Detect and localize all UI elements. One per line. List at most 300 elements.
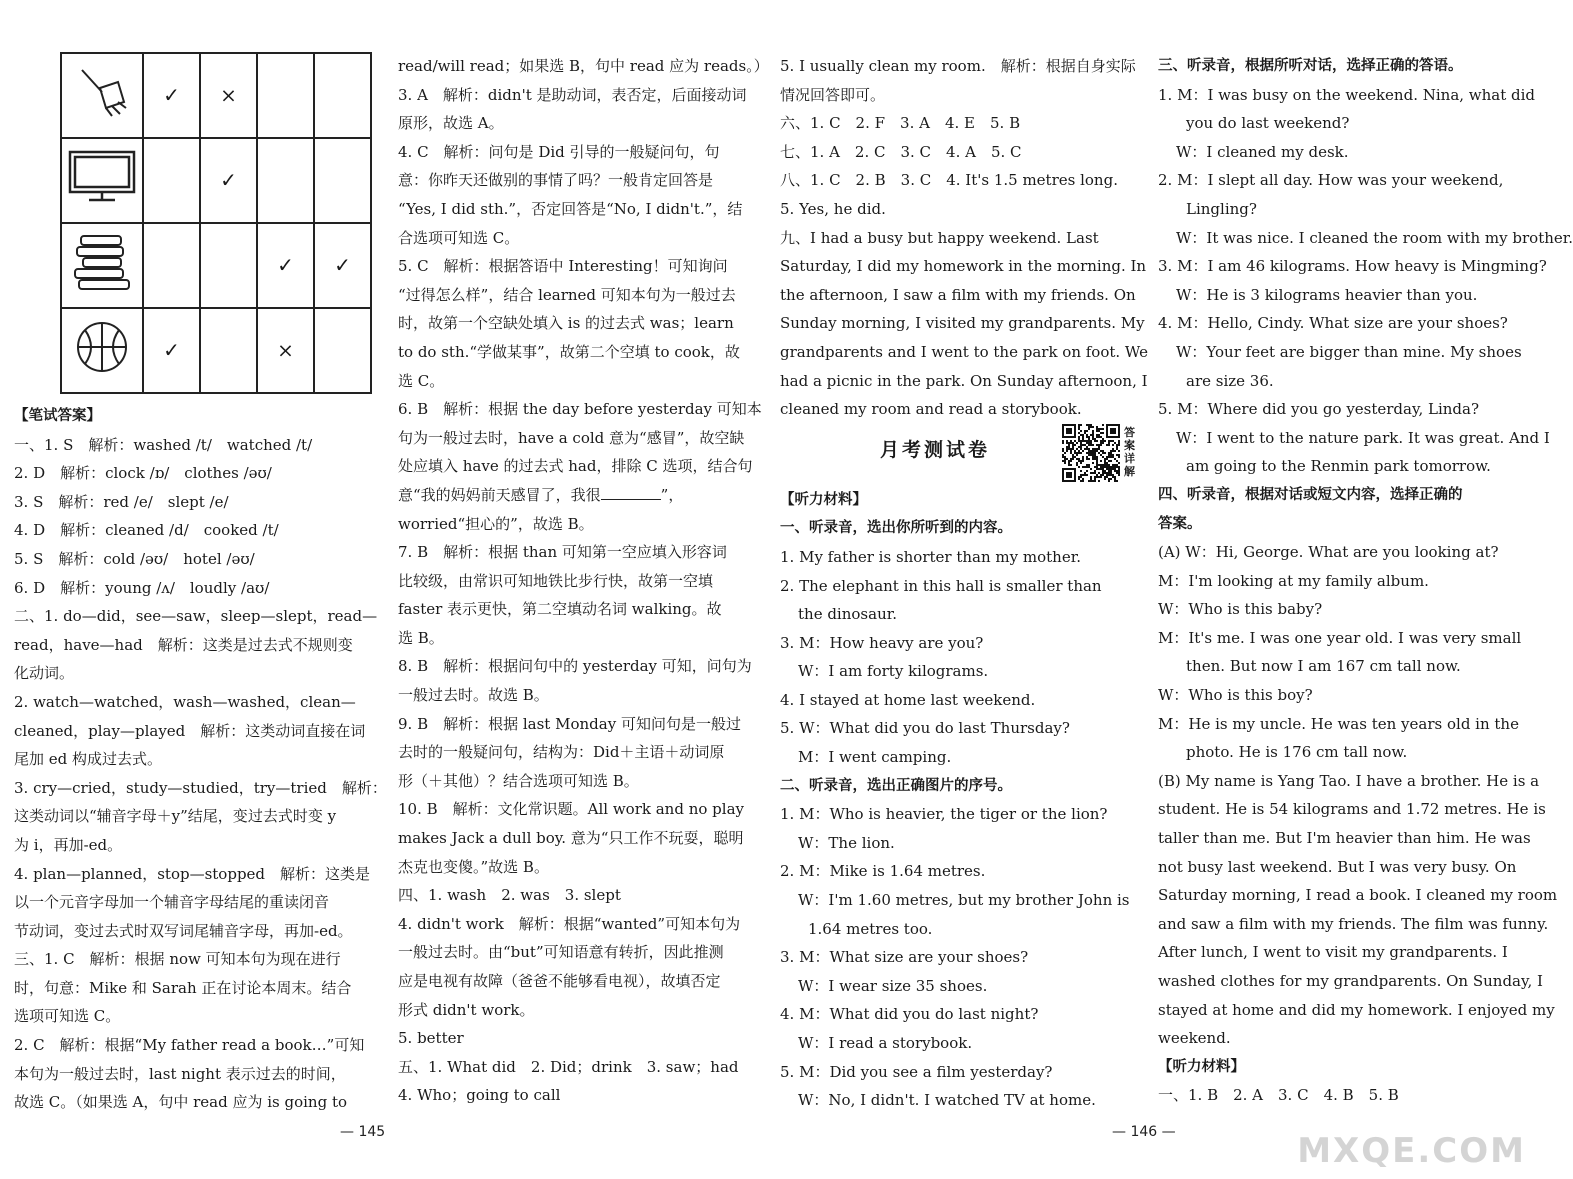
text-line xyxy=(780,1058,1144,1087)
text-line-content: M：He is my uncle. He was ten years old in the xyxy=(1158,714,1519,733)
text-line xyxy=(1158,195,1524,224)
grid-cell xyxy=(314,53,371,138)
text-line-content: worried“担心的”，故选 B。 xyxy=(398,514,594,533)
text-line-content: 9. B 解析：根据 last Monday 可知问句是一般过 xyxy=(398,714,741,733)
text-line-content: 二、听录音，选出正确图片的序号。 xyxy=(780,777,1012,794)
text-line xyxy=(1158,424,1550,453)
text-line xyxy=(14,659,380,688)
text-line xyxy=(1158,538,1524,567)
text-line-content: the afternoon, I saw a film with my friends. On xyxy=(780,285,1136,304)
text-line-content: 应是电视有故障（爸爸不能够看电视），故填否定 xyxy=(398,972,721,990)
text-line xyxy=(14,802,380,831)
text-line xyxy=(398,567,762,596)
grid-cell: ✓ xyxy=(200,138,257,223)
text-line xyxy=(1158,567,1524,596)
text-line-content: 8. B 解析：根据问句中的 yesterday 可知，问句为 xyxy=(398,657,752,676)
month-test-header xyxy=(780,424,1144,486)
grid-row xyxy=(61,223,371,308)
text-line xyxy=(780,81,1144,110)
text-line xyxy=(398,309,762,338)
text-line xyxy=(398,367,762,396)
text-line xyxy=(780,543,1144,572)
text-line-content: 杰克也变傻。”故选 B。 xyxy=(398,857,549,876)
text-line xyxy=(1158,938,1524,967)
text-line xyxy=(398,853,762,882)
text-line xyxy=(14,516,380,545)
text-line xyxy=(14,945,380,974)
text-line xyxy=(398,424,762,453)
text-line-content: to do sth.“学做某事”，故第二个空填 to cook，故 xyxy=(398,342,740,361)
text-line-content: 1. M：Who is heavier, the tiger or the lion? xyxy=(780,805,1108,824)
text-line-content: 选项可知选 C。 xyxy=(14,1007,121,1026)
column-3 xyxy=(780,52,1149,1125)
text-line-content: weekend. xyxy=(1158,1029,1231,1048)
text-line xyxy=(780,52,1144,81)
text-line-content: 本句为一般过去时，last night 表示过去的时间， xyxy=(14,1064,346,1083)
text-line-content: 2. C 解析：根据“My father read a book…”可知 xyxy=(14,1036,365,1055)
text-line-content: W：I read a storybook. xyxy=(798,1034,973,1052)
text-line xyxy=(780,1000,1144,1029)
text-line xyxy=(780,1029,1144,1058)
text-line-content: 原形，故选 A。 xyxy=(398,114,504,133)
text-line-content: W：He is 3 kilograms heavier than you. xyxy=(1176,285,1478,304)
text-line xyxy=(1158,652,1524,681)
qr-code-icon xyxy=(1062,424,1120,482)
text-line xyxy=(14,602,380,631)
text-line xyxy=(780,829,1144,858)
text-line-content: 形式 didn't work。 xyxy=(398,1000,535,1019)
grid-row xyxy=(61,138,371,223)
text-line xyxy=(1158,738,1524,767)
text-line-content: 一、1. B 2. A 3. C 4. B 5. B xyxy=(1158,1086,1399,1105)
grid-cell xyxy=(257,53,314,138)
text-line-content: 4. D 解析：cleaned /d/ cooked /t/ xyxy=(14,521,279,540)
text-line xyxy=(398,967,762,996)
text-line-content: 6. D 解析：young /ʌ/ loudly /aʊ/ xyxy=(14,578,270,597)
text-line xyxy=(14,1088,380,1117)
text-line-content: 五、1. What did 2. Did；drink 3. saw；had xyxy=(398,1057,739,1076)
text-line xyxy=(398,710,762,739)
text-line-content: 3. M：What size are your shoes? xyxy=(780,948,1029,967)
text-line xyxy=(14,631,380,660)
text-line xyxy=(398,881,762,910)
text-line xyxy=(14,459,380,488)
text-line xyxy=(398,538,762,567)
text-line-content: M：It's me. I was one year old. I was very small xyxy=(1158,628,1522,647)
text-line xyxy=(398,452,762,481)
watermark: MXQE.COM xyxy=(1297,1131,1526,1171)
text-line xyxy=(1158,795,1546,824)
text-line xyxy=(14,488,380,517)
text-line xyxy=(398,224,762,253)
text-line xyxy=(14,774,387,803)
text-line-content: 节动词，变过去式时双写词尾辅音字母，再加-ed。 xyxy=(14,921,353,940)
text-line xyxy=(780,886,1144,915)
text-line xyxy=(780,1086,1144,1115)
text-line xyxy=(780,972,1144,1001)
text-line-content: 6. B 解析：根据 the day before yesterday 可知本 xyxy=(398,400,762,419)
text-line-content: read/will read；如果选 B，句中 read 应为 reads。） xyxy=(398,57,769,75)
text-line-content: read，have—had 解析：这类是过去式不规则变 xyxy=(14,635,353,654)
text-line xyxy=(780,367,1148,396)
text-line xyxy=(14,831,380,860)
text-line-content: 4. M：What did you do last night? xyxy=(780,1005,1039,1024)
text-line-content: 情况回答即可。 xyxy=(780,85,886,104)
grid-cell: ✓ xyxy=(314,223,371,308)
text-line xyxy=(398,195,762,224)
text-line xyxy=(780,915,1144,944)
grid-cell xyxy=(143,223,200,308)
text-line xyxy=(14,1060,380,1089)
text-line xyxy=(780,338,1149,367)
books-icon xyxy=(61,223,143,308)
text-line-content: are size 36. xyxy=(1186,371,1274,390)
text-line-content: 这类动词以“辅音字母＋y”结尾，变过去式时变 y xyxy=(14,807,337,826)
grid-cell xyxy=(143,138,200,223)
text-line-content: 1.64 metres too. xyxy=(808,919,933,938)
text-line-content: 一、1. S 解析：washed /t/ watched /t/ xyxy=(14,435,313,454)
text-line xyxy=(1158,138,1524,167)
text-line xyxy=(398,938,762,967)
text-line xyxy=(780,166,1144,195)
month-test-title: 月考测试卷 xyxy=(880,438,991,461)
text-line-content: W：I went to the nature park. It was great. And I xyxy=(1176,428,1550,447)
text-line-content: 4. M：Hello, Cindy. What size are your shoes? xyxy=(1158,314,1508,333)
grid-cell: × xyxy=(200,53,257,138)
text-line xyxy=(1158,681,1524,710)
text-line xyxy=(398,767,762,796)
text-line xyxy=(14,574,380,603)
text-line xyxy=(1158,910,1549,939)
text-line xyxy=(14,860,380,889)
text-line-content: 5. Yes, he did. xyxy=(780,199,886,218)
text-line xyxy=(14,1002,380,1031)
text-line-content: 1. M：I was busy on the weekend. Nina, what did xyxy=(1158,85,1536,104)
text-line xyxy=(398,738,762,767)
text-line-content: M：I went camping. xyxy=(798,748,952,767)
text-line xyxy=(14,431,380,460)
text-line-content: 一、听录音，选出你所听到的内容。 xyxy=(780,520,1012,537)
grid-cell: ✓ xyxy=(143,53,200,138)
text-line xyxy=(398,166,762,195)
text-line-content: the dinosaur. xyxy=(798,605,898,624)
text-line-content: W：I wear size 35 shoes. xyxy=(798,976,988,995)
text-line-content: you do last weekend? xyxy=(1186,114,1350,133)
qr-caption: 答案详解 xyxy=(1124,425,1135,478)
text-line xyxy=(780,943,1144,972)
text-line xyxy=(780,629,1144,658)
text-line xyxy=(398,795,762,824)
text-line xyxy=(1158,367,1524,396)
text-line xyxy=(780,486,1144,515)
text-line xyxy=(780,514,1144,543)
text-line-content: 比较级，由常识可知地铁比步行快，故第一空填 xyxy=(398,571,714,590)
text-line-content: student. He is 54 kilograms and 1.72 metres. He is xyxy=(1158,800,1546,819)
tick-grid xyxy=(60,52,372,394)
text-line-content: 合选项可知选 C。 xyxy=(398,228,520,247)
page-number-left: — 145 xyxy=(340,1124,386,1140)
text-line-content: 1. My father is shorter than my mother. xyxy=(780,547,1081,566)
text-line xyxy=(1158,824,1531,853)
text-line xyxy=(780,109,1144,138)
text-line-content: cleaned，play—played 解析：这类动词直接在词 xyxy=(14,721,366,740)
grid-row xyxy=(61,308,371,393)
text-line xyxy=(1158,996,1555,1025)
text-line xyxy=(398,510,762,539)
text-line-content: 八、1. C 2. B 3. C 4. It's 1.5 metres long. xyxy=(780,171,1118,190)
text-line-content: (B) My name is Yang Tao. I have a brother. He is a xyxy=(1158,771,1540,790)
text-line-content: 为 i，再加-ed。 xyxy=(14,835,123,854)
text-line-content: 化动词。 xyxy=(14,664,75,683)
text-line-content: W：Who is this baby? xyxy=(1158,600,1323,619)
text-line-content: 10. B 解析：文化常识题。All work and no play xyxy=(398,800,744,819)
grid-cell: ✓ xyxy=(257,223,314,308)
text-line-content: W：No, I didn't. I watched TV at home. xyxy=(798,1091,1096,1110)
text-line xyxy=(1158,81,1536,110)
text-line xyxy=(1158,338,1524,367)
text-line xyxy=(780,857,1144,886)
text-line-content: makes Jack a dull boy. 意为“只工作不玩耍，聪明 xyxy=(398,829,744,848)
text-line-content: 尾加 ed 构成过去式。 xyxy=(14,750,163,769)
text-line xyxy=(398,1024,762,1053)
text-line xyxy=(398,138,762,167)
text-line xyxy=(1158,510,1524,539)
text-line-content: 二、1. do—did，see—saw，sleep—slept，read— xyxy=(14,607,378,626)
text-line-content: faster 表示更快，第二空填动名词 walking。故 xyxy=(398,600,722,619)
text-line-content: 形（＋其他）？结合选项可知选 B。 xyxy=(398,771,639,790)
text-line xyxy=(780,743,1144,772)
text-line-content: W：Who is this boy? xyxy=(1158,686,1313,705)
text-line-content: After lunch, I went to visit my grandparents. I xyxy=(1158,943,1508,962)
text-line xyxy=(1158,166,1524,195)
text-line xyxy=(1158,967,1543,996)
text-line xyxy=(1158,309,1524,338)
text-line xyxy=(1158,1081,1524,1110)
text-line-content: 【听力材料】 xyxy=(780,491,867,508)
text-line-content: W：I cleaned my desk. xyxy=(1176,142,1349,161)
text-line-content: then. But now I am 167 cm tall now. xyxy=(1186,657,1461,676)
text-line xyxy=(1158,767,1540,796)
text-line-content: Saturday, I did my homework in the morning. In xyxy=(780,257,1147,276)
text-line xyxy=(1158,881,1558,910)
text-line-content: photo. He is 176 cm tall now. xyxy=(1186,743,1408,762)
text-line-content: and saw a film with my friends. The film was funny. xyxy=(1158,914,1549,933)
text-line-content: 意：你昨天还做别的事情了吗？一般肯定回答是 xyxy=(398,171,714,190)
text-line xyxy=(1158,624,1524,653)
text-line-content: 3. M：I am 46 kilograms. How heavy is Mingming? xyxy=(1158,257,1547,276)
text-line-content: 时，故第一个空缺处填入 is 的过去式 was；learn xyxy=(398,314,734,333)
text-line xyxy=(14,974,380,1003)
text-line xyxy=(398,252,762,281)
text-line-content: 一般过去时。故选 B。 xyxy=(398,686,549,705)
text-line xyxy=(1158,481,1524,510)
text-line xyxy=(780,686,1144,715)
text-line-content: W：It was nice. I cleaned the room with my brother. xyxy=(1176,228,1573,247)
text-line-content: Sunday morning, I visited my grandparents. My xyxy=(780,314,1145,333)
answer-lines-3a xyxy=(780,52,1149,424)
text-line xyxy=(1158,595,1524,624)
text-line-content: 九、I had a busy but happy weekend. Last xyxy=(780,228,1099,247)
text-line-content: 句为一般过去时，have a cold 意为“感冒”，故空缺 xyxy=(398,428,745,447)
fill-blank xyxy=(601,499,661,500)
tv-icon xyxy=(61,138,143,223)
text-line-content: W：I am forty kilograms. xyxy=(798,662,989,681)
text-line-content: 4. C 解析：问句是 Did 引导的一般疑问句，句 xyxy=(398,142,720,161)
text-line-content: 三、1. C 解析：根据 now 可知本句为现在进行 xyxy=(14,950,341,969)
text-line xyxy=(1158,224,1573,253)
text-line xyxy=(780,657,1144,686)
text-line-content: 选 B。 xyxy=(398,628,444,647)
grid-cell xyxy=(257,138,314,223)
text-line-content: 4. I stayed at home last weekend. xyxy=(780,690,1036,709)
grid-cell xyxy=(314,138,371,223)
text-line-content: 一般过去时。由“but”可知语意有转折，因此推测 xyxy=(398,943,724,962)
text-line xyxy=(780,772,1144,801)
text-line xyxy=(1158,1053,1524,1082)
text-line-content: taller than me. But I'm heavier than him. He was xyxy=(1158,829,1531,848)
text-line-content: Lingling? xyxy=(1186,199,1257,218)
text-line-content: grandparents and I went to the park on foot. We xyxy=(780,342,1149,361)
column-2 xyxy=(398,52,769,1125)
text-line-content: 5. I usually clean my room. 解析：根据自身实际 xyxy=(780,57,1136,75)
text-line xyxy=(780,800,1144,829)
text-line-content: 5. M：Did you see a film yesterday? xyxy=(780,1062,1053,1081)
text-line xyxy=(1158,853,1524,882)
text-line xyxy=(780,600,1144,629)
text-line-content: 意“我的妈妈前天感冒了，我很 xyxy=(398,485,601,504)
text-line-content: 故选 C。（如果选 A，句中 read 应为 is going to xyxy=(14,1093,348,1112)
text-line-content: 以一个元音字母加一个辅音字母结尾的重读闭音 xyxy=(14,893,330,912)
column-1 xyxy=(14,52,387,1125)
text-line-content: 4. Who；going to call xyxy=(398,1086,561,1105)
text-line xyxy=(14,745,380,774)
text-line-content: 去时的一般疑问句，结构为：Did＋主语＋动词原 xyxy=(398,743,725,762)
answer-lines-2 xyxy=(398,52,769,1110)
text-line xyxy=(1158,281,1524,310)
broom-icon xyxy=(61,53,143,138)
text-line-content: “Yes, I did sth.”，否定回答是“No, I didn't.”，结 xyxy=(398,199,743,218)
text-line-content: 2. D 解析：clock /ɒ/ clothes /əʊ/ xyxy=(14,464,272,483)
grid-cell xyxy=(200,308,257,393)
basketball-icon xyxy=(61,308,143,393)
text-line-content: (A) W：Hi, George. What are you looking at? xyxy=(1158,543,1499,562)
text-line xyxy=(398,52,769,81)
text-line-content: W：Your feet are bigger than mine. My shoes xyxy=(1176,342,1522,361)
text-line xyxy=(780,309,1144,338)
text-line xyxy=(398,109,762,138)
text-line-content: 7. B 解析：根据 than 可知第一空应填入形容词 xyxy=(398,543,727,562)
text-line-content: 答案。 xyxy=(1158,515,1202,532)
text-line xyxy=(780,195,1144,224)
text-line xyxy=(780,138,1144,167)
text-line-content: W：I'm 1.60 metres, but my brother John is xyxy=(798,891,1130,910)
text-line xyxy=(398,395,762,424)
text-line xyxy=(398,652,762,681)
text-line-content: am going to the Renmin park tomorrow. xyxy=(1186,457,1491,476)
text-line xyxy=(14,688,380,717)
text-line-content: 5. M：Where did you go yesterday, Linda? xyxy=(1158,400,1480,419)
text-line-content: 处应填入 have 的过去式 had，排除 C 选项，结合句 xyxy=(398,457,753,476)
text-line xyxy=(780,395,1144,424)
text-line xyxy=(14,888,380,917)
text-line-content: 【听力材料】 xyxy=(1158,1058,1245,1075)
page-number-right: — 146 — xyxy=(1112,1124,1176,1140)
text-line xyxy=(1158,395,1524,424)
text-line xyxy=(14,917,380,946)
text-line-content: 3. S 解析：red /e/ slept /e/ xyxy=(14,492,229,511)
text-line xyxy=(398,1081,762,1110)
text-line xyxy=(780,252,1147,281)
column-4 xyxy=(1158,52,1573,1125)
text-line-content: 2. watch—watched，wash—washed，clean— xyxy=(14,692,356,711)
text-line xyxy=(14,717,380,746)
text-line-content: 4. didn't work 解析：根据“wanted”可知本句为 xyxy=(398,914,741,933)
text-line-content: 3. A 解析：didn't 是助动词，表否定，后面接动词 xyxy=(398,85,747,104)
text-line xyxy=(398,624,762,653)
text-line xyxy=(398,281,762,310)
grid-cell: × xyxy=(257,308,314,393)
text-line xyxy=(14,1031,380,1060)
text-line-content: Saturday morning, I read a book. I cleaned my room xyxy=(1158,886,1558,905)
text-line xyxy=(780,714,1144,743)
text-line-content: 2. M：I slept all day. How was your weekend, xyxy=(1158,171,1504,190)
text-line-content: 时，句意：Mike 和 Sarah 正在讨论本周末。结合 xyxy=(14,978,352,997)
text-line xyxy=(398,681,762,710)
text-line xyxy=(14,402,380,431)
text-line-content: 2. M：Mike is 1.64 metres. xyxy=(780,862,986,881)
answer-lines-3b xyxy=(780,486,1144,1115)
text-line xyxy=(14,545,380,574)
grid-cell xyxy=(314,308,371,393)
text-line xyxy=(398,996,762,1025)
text-line-content: 【笔试答案】 xyxy=(14,408,101,424)
grid-cell: ✓ xyxy=(143,308,200,393)
answer-lines-4 xyxy=(1158,52,1573,1110)
text-line-content: “过得怎么样”，结合 learned 可知本句为一般过去 xyxy=(398,285,736,304)
text-line xyxy=(1158,452,1524,481)
text-line-content: 四、1. wash 2. was 3. slept xyxy=(398,886,621,905)
text-line-content: 5. W：What did you do last Thursday? xyxy=(780,719,1070,738)
text-line xyxy=(780,224,1144,253)
text-line-content: 5. S 解析：cold /əʊ/ hotel /əʊ/ xyxy=(14,549,255,568)
text-line-content: not busy last weekend. But I was very busy. On xyxy=(1158,857,1517,876)
text-line-content: 3. cry—cried，study—studied，try—tried 解析： xyxy=(14,778,387,797)
text-line-content: 3. M：How heavy are you? xyxy=(780,633,984,652)
answer-lines-1 xyxy=(14,402,387,1117)
text-line xyxy=(1158,109,1524,138)
text-line xyxy=(780,572,1144,601)
text-line xyxy=(780,281,1144,310)
text-line-content: washed clothes for my grandparents. On Sunday, I xyxy=(1158,972,1543,990)
text-line xyxy=(1158,52,1524,81)
text-line xyxy=(398,595,762,624)
text-line-content: 2. The elephant in this hall is smaller than xyxy=(780,576,1102,595)
text-line xyxy=(1158,252,1547,281)
text-line xyxy=(1158,710,1524,739)
text-line-content: cleaned my room and read a storybook. xyxy=(780,400,1082,419)
grid-cell xyxy=(200,223,257,308)
text-line-content: 选 C。 xyxy=(398,371,445,390)
text-line-content: 5. better xyxy=(398,1029,464,1048)
text-line-content: W：The lion. xyxy=(798,833,895,852)
text-line-content: stayed at home and did my homework. I enjoyed my xyxy=(1158,1000,1555,1019)
text-line-tail: ”， xyxy=(660,485,684,504)
text-line xyxy=(398,481,762,510)
text-line-content: 5. C 解析：根据答语中 Interesting！可知询问 xyxy=(398,257,728,276)
text-line-content: 三、听录音，根据所听对话，选择正确的答语。 xyxy=(1158,58,1463,74)
text-line-content: 七、1. A 2. C 3. C 4. A 5. C xyxy=(780,142,1022,161)
text-line-content: 4. plan—planned，stop—stopped 解析：这类是 xyxy=(14,864,371,883)
